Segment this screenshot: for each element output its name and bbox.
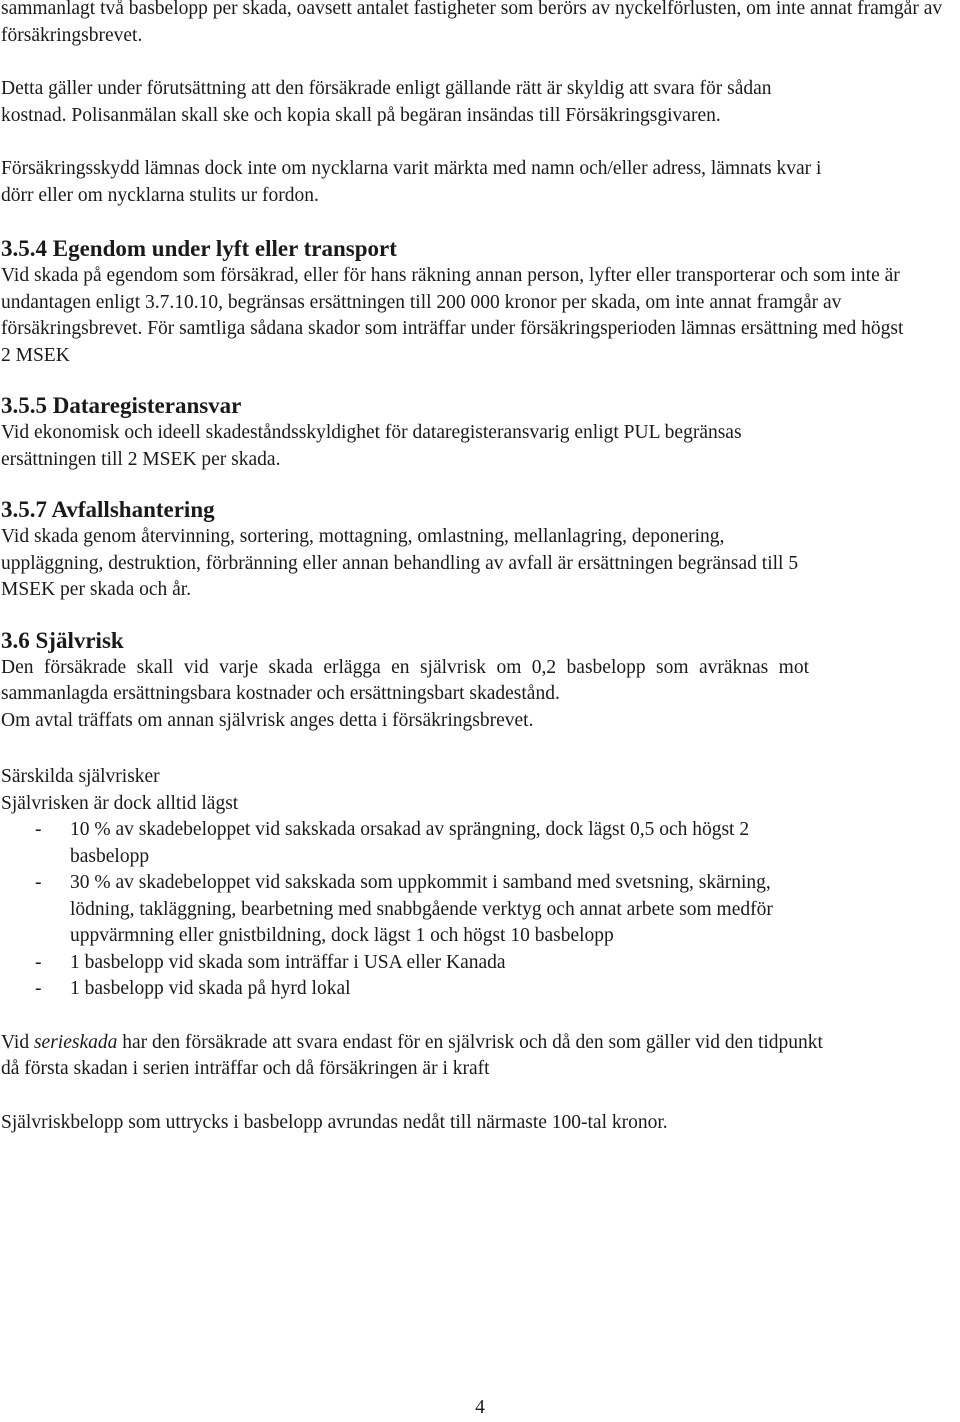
document-page [1,0,955,1163]
list-item [1,817,955,870]
page-number: 4 [475,1397,485,1418]
intro-paragraph-3: Försäkringsskydd lämnas dock inte om nycklarna varit märkta med namn och/eller adress, lämnats kvar i dörr eller om nycklarna stulits ur fordon. [1,158,822,206]
section-body: Den försäkrade skall vid varje skada erlägga en självrisk om 0,2 basbelopp som avräknas mot sammanlagda ersättningsbara kostnader och ersättningsbart skadestånd. [1,656,809,704]
list-dash: - [35,951,42,973]
section-body: Vid skada på egendom som försäkrad, eller för hans räkning annan person, lyfter eller transporterar och som inte är undantagen enligt 3.7.10.10, begränsas ersättningen till 200 000 kronor per skada, om inte annat framgår av försäkringsbrevet. För samtliga sådana skador som inträffar under försäkringsperioden lämnas ersättning med högst 2 MSEK [1,265,904,366]
section-heading: 3.6 Självrisk [1,627,124,653]
intro-paragraph-2: Detta gäller under förutsättning att den försäkrade enligt gällande rätt är skyldig att svara för sådan kostnad. Polisanmälan skall ske och kopia skall på begäran insändas till Försäkringsgivaren. [1,78,772,126]
list-item-text: 1 basbelopp vid skada på hyrd lokal [70,978,351,999]
intro-paragraph-1: sammanlagt två basbelopp per skada, oavsett antalet fastigheter som berörs av nyckelförlusten, om inte annat framgår av försäkringsbrevet. [1,0,943,46]
section-3-6 [1,627,955,735]
section-heading: 3.5.5 Dataregisteransvar [1,393,242,418]
list-item-text: 1 basbelopp vid skada som inträffar i USA eller Kanada [70,951,506,973]
list-dash: - [35,978,42,999]
section-3-5-7 [1,496,955,604]
serieskada-post: har den försäkrade att svara endast för en självrisk och då den som gäller vid den tidpunkt då första skadan i serien inträffar och då försäkringen är i kraft [1,1031,823,1079]
list-item-text: 10 % av skadebeloppet vid sakskada orsakad av sprängning, dock lägst 0,5 och högst 2 basbelopp [70,819,750,867]
list-item [1,950,955,977]
serieskada-pre: Vid [1,1031,34,1053]
section-heading: 3.5.4 Egendom under lyft eller transport [1,236,397,261]
section-3-5-5 [1,392,955,473]
list-item [1,976,955,1003]
list-dash: - [35,872,42,893]
section-3-5-4 [1,235,955,369]
rounding-paragraph: Självriskbelopp som uttrycks i basbelopp avrundas nedåt till närmaste 100-tal kronor. [1,1111,668,1133]
list-item-text: 30 % av skadebeloppet vid sakskada som uppkommit i samband med svetsning, skärning, lödning, takläggning, bearbetning med snabbgående verktyg och annat arbete som medför uppvärmning eller gnistbildning, dock lägst 1 och högst 10 basbelopp [70,872,773,946]
section-body: Vid skada genom återvinning, sortering, mottagning, omlastning, mellanlagring, deponering, uppläggning, destruktion, förbränning eller annan behandling av avfall är ersättningen begränsad till 5 MSEK per skada och år. [1,526,799,600]
list-item [1,870,955,950]
section-body: Vid ekonomisk och ideell skadeståndsskyldighet för dataregisteransvarig enligt PUL begränsas ersättningen till 2 MSEK per skada. [1,422,742,470]
special-title: Särskilda självrisker [1,766,160,787]
serieskada-term: serieskada [33,1031,118,1053]
list-dash: - [35,819,42,840]
section-body-2: Om avtal träffats om annan självrisk anges detta i försäkringsbrevet. [1,709,534,731]
special-deductibles [1,764,955,1003]
special-lead: Självrisken är dock alltid lägst [1,792,239,814]
section-heading: 3.5.7 Avfallshantering [1,497,215,522]
deductible-list [1,817,955,1003]
serieskada-paragraph [1,1030,955,1083]
